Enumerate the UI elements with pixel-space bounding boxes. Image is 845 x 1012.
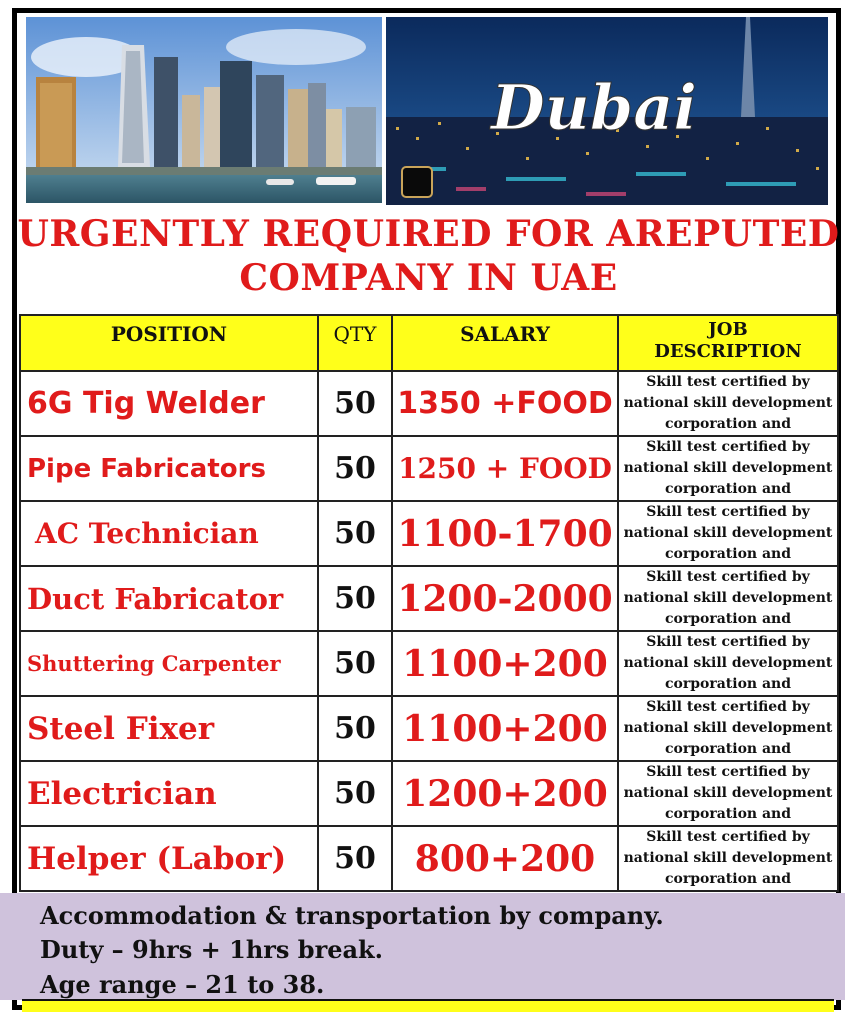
marina-skyline-photo <box>26 17 382 203</box>
salary-cell: 1200-2000 <box>392 566 618 631</box>
table-row <box>20 696 838 761</box>
description-cell: Skill test certified by national skill development corporation and <box>618 696 838 761</box>
description-cell: Skill test certified by national skill development corporation and <box>618 631 838 696</box>
table-row <box>20 761 838 826</box>
description-cell: Skill test certified by national skill development corporation and <box>618 501 838 566</box>
position-cell: Steel Fixer <box>20 696 318 761</box>
headline-line-1: URGENTLY REQUIRED FOR AREPUTED <box>17 213 840 255</box>
header-position: POSITION <box>20 315 318 371</box>
table-header-row <box>20 315 838 371</box>
footer-notes <box>0 893 845 1000</box>
qty-cell: 50 <box>318 826 392 891</box>
qty-cell: 50 <box>318 761 392 826</box>
footer-duty: Duty – 9hrs + 1hrs break. <box>40 935 384 964</box>
header-salary: SALARY <box>392 315 618 371</box>
headline-line-2: COMPANY IN UAE <box>239 257 618 299</box>
description-cell: Skill test certified by national skill development corporation and <box>618 761 838 826</box>
table-row <box>20 371 838 436</box>
position-cell: Helper (Labor) <box>20 826 318 891</box>
table-row <box>20 501 838 566</box>
description-cell: Skill test certified by national skill development corporation and <box>618 371 838 436</box>
position-cell: Electrician <box>20 761 318 826</box>
table-row <box>20 566 838 631</box>
position-cell: Shuttering Carpenter <box>20 631 318 696</box>
header-job-description: JOB DESCRIPTION <box>618 315 838 371</box>
description-cell: Skill test certified by national skill development corporation and <box>618 826 838 891</box>
position-cell: AC Technician <box>20 501 318 566</box>
jobs-table <box>19 314 839 892</box>
qty-cell: 50 <box>318 436 392 501</box>
description-cell: Skill test certified by national skill development corporation and <box>618 436 838 501</box>
salary-cell: 1250 + FOOD <box>392 436 618 501</box>
position-cell: Pipe Fabricators <box>20 436 318 501</box>
qty-cell: 50 <box>318 371 392 436</box>
qty-cell: 50 <box>318 696 392 761</box>
header-qty: QTY <box>318 315 392 371</box>
salary-cell: 1100+200 <box>392 631 618 696</box>
qty-cell: 50 <box>318 501 392 566</box>
bottom-yellow-strip <box>22 999 834 1012</box>
salary-cell: 1100-1700 <box>392 501 618 566</box>
logo-badge-icon <box>402 167 432 197</box>
table-row <box>20 631 838 696</box>
headline <box>16 212 841 300</box>
salary-cell: 1200+200 <box>392 761 618 826</box>
footer-accommodation: Accommodation & transportation by company. <box>40 901 664 930</box>
salary-cell: 800+200 <box>392 826 618 891</box>
position-cell: Duct Fabricator <box>20 566 318 631</box>
salary-cell: 1350 +FOOD <box>392 371 618 436</box>
table-row <box>20 436 838 501</box>
dubai-night-photo <box>386 17 828 205</box>
dubai-script-title: Dubai <box>491 71 697 144</box>
footer-age-range: Age range – 21 to 38. <box>40 970 325 999</box>
position-cell: 6G Tig Welder <box>20 371 318 436</box>
description-cell: Skill test certified by national skill development corporation and <box>618 566 838 631</box>
salary-cell: 1100+200 <box>392 696 618 761</box>
qty-cell: 50 <box>318 631 392 696</box>
qty-cell: 50 <box>318 566 392 631</box>
table-row <box>20 826 838 891</box>
